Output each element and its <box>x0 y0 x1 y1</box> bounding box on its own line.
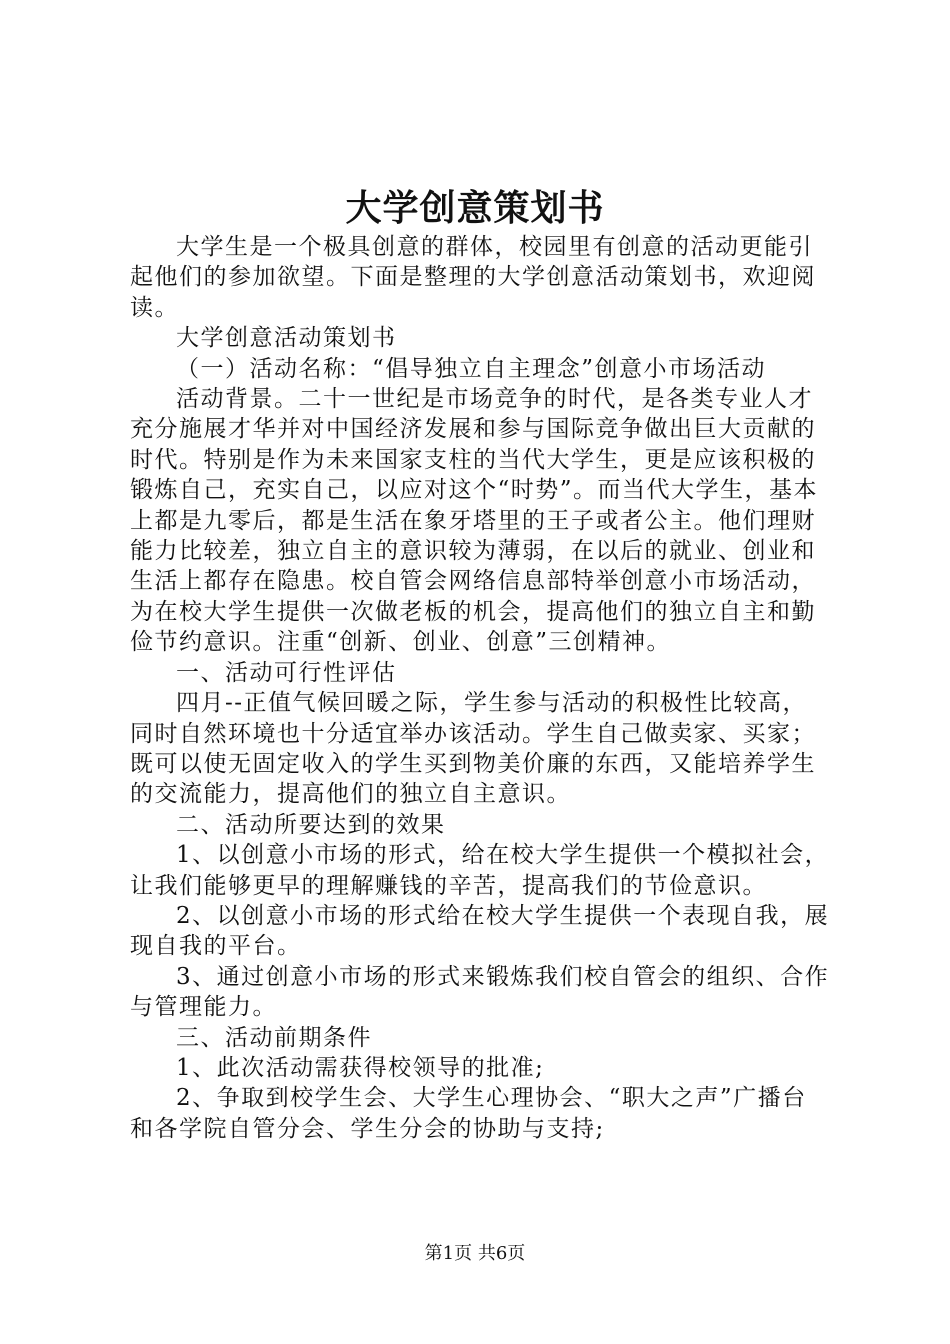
document-body <box>130 232 830 1144</box>
activity-name-paragraph: （一）活动名称：“倡导独立自主理念”创意小市场活动 <box>176 355 767 382</box>
condition-item-2: 2、争取到校学生会、大学生心理协会、“职大之声”广播台和各学院自管分会、学生分会的协助与支持; <box>130 1085 807 1142</box>
effect-item-2: 2、以创意小市场的形式给在校大学生提供一个表现自我，展现自我的平台。 <box>130 902 830 960</box>
background-paragraph: 活动背景。二十一世纪是市场竞争的时代，是各类专业人才充分施展才华并对中国经济发展和参与国际竞争做出巨大贡献的时代。特别是作为未来国家支柱的当代大学生，更是应该积极的锻炼自己，充实自己，以应对这个“时势”。而当代大学生，基本上都是九零后，都是生活在象牙塔里的王子或者公主。他们理财能力比较差，独立自主的意识较为薄弱，在以后的就业、创业和生活上都存在隐患。校自管会网络信息部特举创意小市场活动，为在校大学生提供一次做老板的机会，提高他们的独立自主和勤俭节约意识。注重“创新、创业、创意”三创精神。 <box>130 386 819 656</box>
effect-item-1: 1、以创意小市场的形式，给在校大学生提供一个模拟社会，让我们能够更早的理解赚钱的辛苦，提高我们的节俭意识。 <box>130 842 830 899</box>
intro-paragraph: 大学生是一个极具创意的群体，校园里有创意的活动更能引起他们的参加欲望。下面是整理的大学创意活动策划书，欢迎阅读。 <box>130 234 816 321</box>
section-heading: 大学创意活动策划书 <box>176 325 397 352</box>
document-title: 大学创意策划书 <box>345 187 605 229</box>
condition-item-1: 1、此次活动需获得校领导的批准; <box>176 1054 545 1081</box>
effect-item-3: 3、通过创意小市场的形式来锻炼我们校自管会的组织、合作与管理能力。 <box>130 963 830 1021</box>
feasibility-paragraph: 四月--正值气候回暖之际，学生参与活动的积极性比较高，同时自然环境也十分适宜举办该活动。学生自己做卖家、买家；既可以使无固定收入的学生买到物美价廉的东西，又能培养学生的交流能力，提高他们的独立自主意识。 <box>130 690 816 808</box>
effects-heading: 二、活动所要达到的效果 <box>176 811 446 838</box>
feasibility-heading: 一、活动可行性评估 <box>176 659 397 686</box>
page-footer: 第1页 共6页 <box>424 1243 526 1264</box>
conditions-heading: 三、活动前期条件 <box>176 1024 372 1051</box>
